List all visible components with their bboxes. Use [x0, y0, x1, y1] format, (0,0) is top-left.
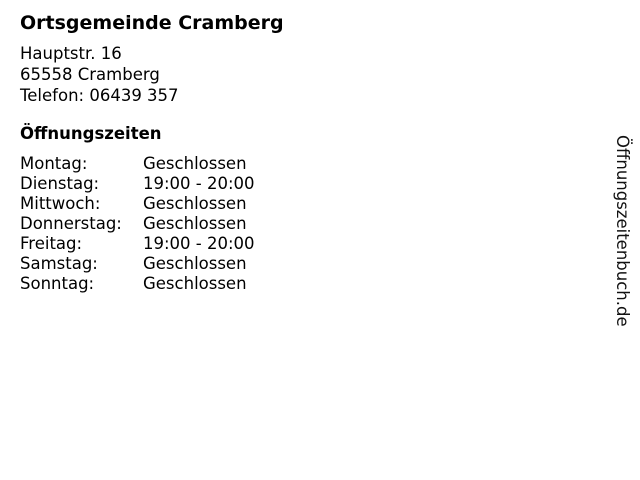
hours-row-thursday — [20, 214, 255, 234]
day-hours: 19:00 - 20:00 — [143, 174, 255, 193]
opening-hours-heading: Öffnungszeiten — [20, 124, 162, 143]
day-label: Freitag: — [20, 234, 83, 253]
postal-city: 65558 Cramberg — [20, 65, 160, 84]
street-address: Hauptstr. 16 — [20, 44, 122, 63]
hours-row-monday — [20, 154, 255, 174]
day-hours: Geschlossen — [143, 214, 247, 233]
day-hours: Geschlossen — [143, 194, 247, 213]
brand-watermark: Öffnungszeitenbuch.de — [613, 135, 632, 327]
hours-row-tuesday — [20, 174, 255, 194]
day-label: Dienstag: — [20, 174, 100, 193]
day-hours: Geschlossen — [143, 254, 247, 273]
hours-row-wednesday — [20, 194, 255, 214]
hours-row-sunday — [20, 274, 255, 294]
day-label: Sonntag: — [20, 274, 95, 293]
day-hours: Geschlossen — [143, 154, 247, 173]
day-label: Mittwoch: — [20, 194, 101, 213]
day-hours: Geschlossen — [143, 274, 247, 293]
day-label: Donnerstag: — [20, 214, 122, 233]
day-label: Samstag: — [20, 254, 98, 273]
opening-hours-table — [20, 154, 255, 294]
address-block — [20, 43, 179, 106]
phone-number: Telefon: 06439 357 — [20, 86, 179, 105]
hours-row-saturday — [20, 254, 255, 274]
day-label: Montag: — [20, 154, 88, 173]
hours-row-friday — [20, 234, 255, 254]
business-name: Ortsgemeinde Cramberg — [20, 12, 284, 34]
day-hours: 19:00 - 20:00 — [143, 234, 255, 253]
